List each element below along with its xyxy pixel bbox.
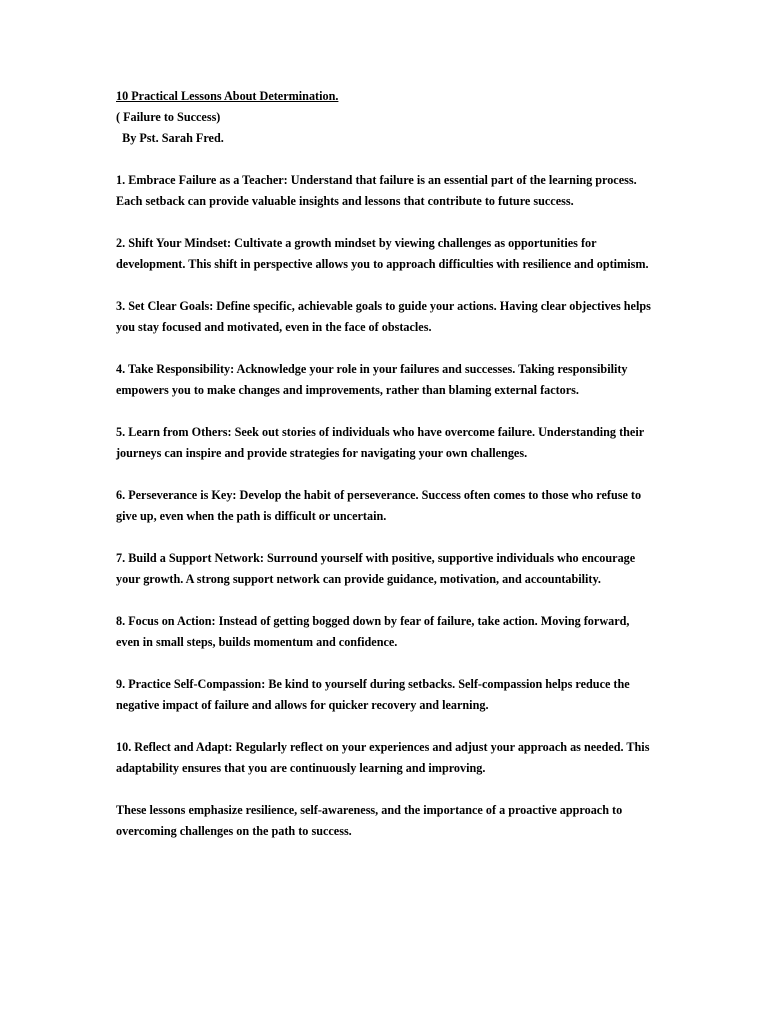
lesson-item: 8. Focus on Action: Instead of getting bogged down by fear of failure, take action. Moving forward, even in small steps, builds momentum and confidence. [116,614,630,649]
lesson-item: 4. Take Responsibility: Acknowledge your role in your failures and successes. Taking responsibility empowers you to make changes and improvements, rather than blaming external factors. [116,362,628,397]
lesson-item: 1. Embrace Failure as a Teacher: Understand that failure is an essential part of the learning process. Each setback can provide valuable insights and lessons that contribute to future success. [116,173,637,208]
document-title: 10 Practical Lessons About Determination. [116,89,339,103]
document-subtitle: ( Failure to Success) [116,110,221,124]
lesson-item: 5. Learn from Others: Seek out stories of individuals who have overcome failure. Understanding their journeys can inspire and provide strategies for navigating your own challenges. [116,425,644,460]
lesson-item: 7. Build a Support Network: Surround yourself with positive, supportive individuals who encourage your growth. A strong support network can provide guidance, motivation, and accountability. [116,551,636,586]
document-author: By Pst. Sarah Fred. [116,131,224,145]
lesson-item: 10. Reflect and Adapt: Regularly reflect on your experiences and adjust your approach as needed. This adaptability ensures that you are continuously learning and improving. [116,740,650,775]
lesson-item: 6. Perseverance is Key: Develop the habit of perseverance. Success often comes to those who refuse to give up, even when the path is difficult or uncertain. [116,488,642,523]
lesson-item: 3. Set Clear Goals: Define specific, achievable goals to guide your actions. Having clear objectives helps you stay focused and motivated, even in the face of obstacles. [116,299,651,334]
lesson-item: 9. Practice Self-Compassion: Be kind to yourself during setbacks. Self-compassion helps reduce the negative impact of failure and allows for quicker recovery and learning. [116,677,630,712]
lesson-item: 2. Shift Your Mindset: Cultivate a growth mindset by viewing challenges as opportunities for development. This shift in perspective allows you to approach difficulties with resilience and optimism. [116,236,649,271]
document-conclusion: These lessons emphasize resilience, self-awareness, and the importance of a proactive approach to overcoming challenges on the path to success. [116,803,623,838]
lesson-list [116,170,656,779]
document-page [116,86,656,842]
